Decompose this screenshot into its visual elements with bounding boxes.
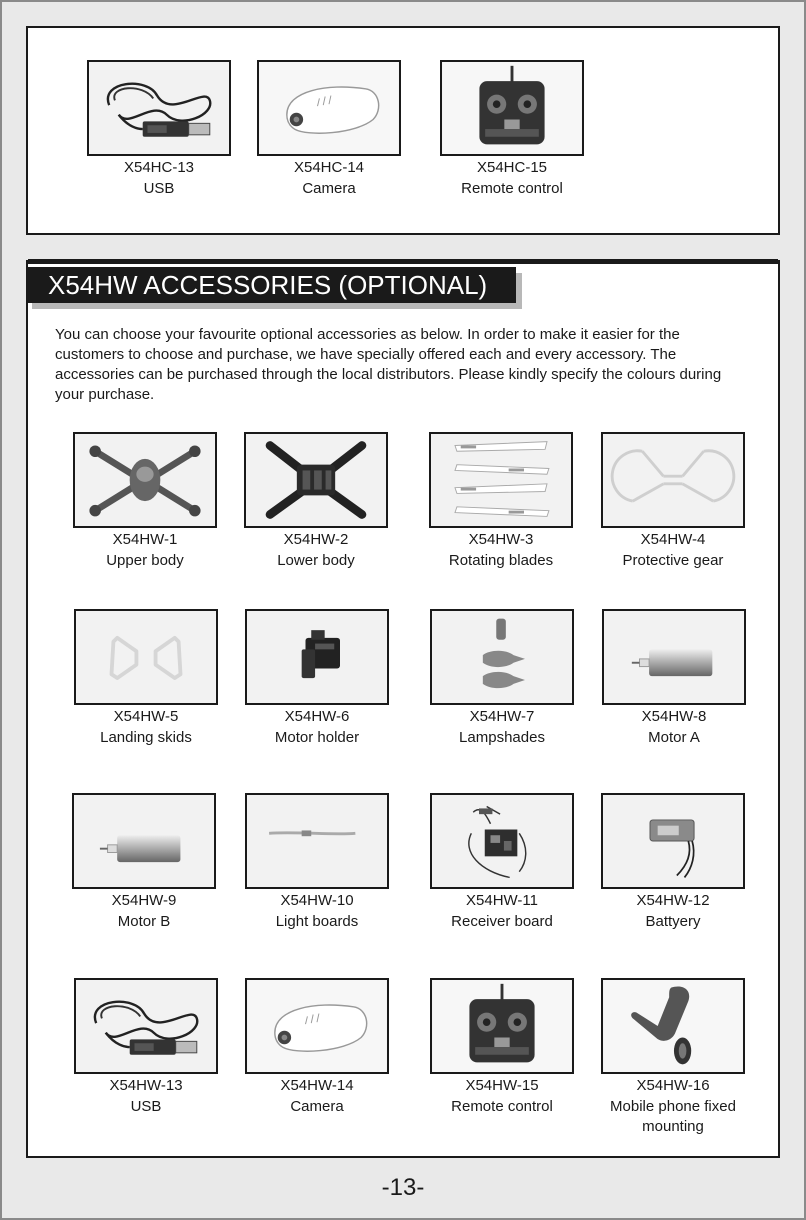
camera-icon xyxy=(245,978,389,1074)
accessory-item xyxy=(582,978,764,1137)
accessory-item xyxy=(583,609,765,748)
accessory-code: X54HW-12 xyxy=(636,892,710,909)
accessory-name: Upper body xyxy=(106,552,184,569)
accessory-name: Motor holder xyxy=(274,729,360,746)
accessory-code: X54HW-1 xyxy=(112,531,178,548)
accessory-name: Motor B xyxy=(117,913,171,930)
accessory-name: Landing skids xyxy=(100,729,192,746)
accessory-code: X54HW-3 xyxy=(468,531,534,548)
lower-body-icon xyxy=(244,432,388,528)
landing-skids-icon xyxy=(74,609,218,705)
accessory-code: X54HC-15 xyxy=(476,159,548,176)
section-title: X54HW ACCESSORIES (OPTIONAL) xyxy=(26,267,516,303)
accessory-code: X54HW-5 xyxy=(113,708,179,725)
accessory-code: X54HW-11 xyxy=(466,892,538,909)
accessory-code: X54HC-14 xyxy=(293,159,365,176)
accessory-item xyxy=(226,793,408,932)
accessory-code: X54HW-2 xyxy=(283,531,349,548)
page-number: -13- xyxy=(381,1174,425,1201)
usb-cable-icon xyxy=(87,60,231,156)
accessory-name: Receiver board xyxy=(451,913,553,930)
accessory-name: Battyery xyxy=(645,913,701,930)
accessory-name: Rotating blades xyxy=(448,552,554,569)
accessory-name: Camera xyxy=(290,1098,344,1115)
receiver-board-icon xyxy=(430,793,574,889)
accessory-item xyxy=(582,793,764,932)
accessory-code: X54HW-15 xyxy=(465,1077,539,1094)
usb-cable-icon xyxy=(74,978,218,1074)
motor-icon xyxy=(602,609,746,705)
accessory-item xyxy=(226,609,408,748)
accessory-name: Mobile phone fixed mounting xyxy=(610,1098,736,1135)
accessory-code: X54HW-4 xyxy=(640,531,706,548)
accessory-item xyxy=(238,60,420,199)
lampshades-icon xyxy=(430,609,574,705)
accessory-item xyxy=(55,609,237,748)
accessory-code: X54HW-7 xyxy=(469,708,535,725)
accessory-item xyxy=(411,793,593,932)
accessory-name: Lower body xyxy=(277,552,355,569)
protective-gear-icon xyxy=(601,432,745,528)
accessory-name: Camera xyxy=(302,180,356,197)
battery-icon xyxy=(601,793,745,889)
accessory-code: X54HW-8 xyxy=(641,708,707,725)
accessory-code: X54HC-13 xyxy=(123,159,195,176)
accessory-item xyxy=(411,978,593,1117)
accessory-item xyxy=(226,978,408,1117)
phone-mount-icon xyxy=(601,978,745,1074)
accessory-item xyxy=(411,609,593,748)
accessory-item xyxy=(53,793,235,932)
optional-accessories-box xyxy=(26,260,780,1158)
accessory-name: USB xyxy=(143,180,175,197)
accessory-name: Remote control xyxy=(461,180,563,197)
accessory-item xyxy=(421,60,603,199)
accessory-code: X54HW-10 xyxy=(280,892,354,909)
accessory-code: X54HW-14 xyxy=(280,1077,354,1094)
accessory-item xyxy=(68,60,250,199)
motor-holder-icon xyxy=(245,609,389,705)
accessory-item xyxy=(55,978,237,1117)
remote-control-icon xyxy=(430,978,574,1074)
accessory-name: Light boards xyxy=(275,913,359,930)
rotating-blades-icon xyxy=(429,432,573,528)
accessory-item xyxy=(582,432,764,571)
accessory-name: Remote control xyxy=(451,1098,553,1115)
light-board-icon xyxy=(245,793,389,889)
accessory-name: USB xyxy=(130,1098,162,1115)
accessory-item xyxy=(410,432,592,571)
accessory-code: X54HW-6 xyxy=(284,708,350,725)
section-intro: You can choose your favourite optional accessories as below. In order to make it easier for the customers to choose and purchase, we have specially offered each and every accessory. The accessories can be purchased through the local distributors. Please kindly specify the colours during your purchase. xyxy=(55,326,722,403)
accessory-name: Lampshades xyxy=(459,729,545,746)
motor-icon xyxy=(72,793,216,889)
accessory-item xyxy=(54,432,236,571)
remote-control-icon xyxy=(440,60,584,156)
accessory-code: X54HW-13 xyxy=(109,1077,183,1094)
accessory-code: X54HW-9 xyxy=(111,892,177,909)
top-accessories-box xyxy=(26,26,780,235)
camera-icon xyxy=(257,60,401,156)
upper-body-icon xyxy=(73,432,217,528)
accessory-name: Protective gear xyxy=(622,552,724,569)
accessory-item xyxy=(225,432,407,571)
accessory-name: Motor A xyxy=(648,729,700,746)
accessory-code: X54HW-16 xyxy=(636,1077,710,1094)
